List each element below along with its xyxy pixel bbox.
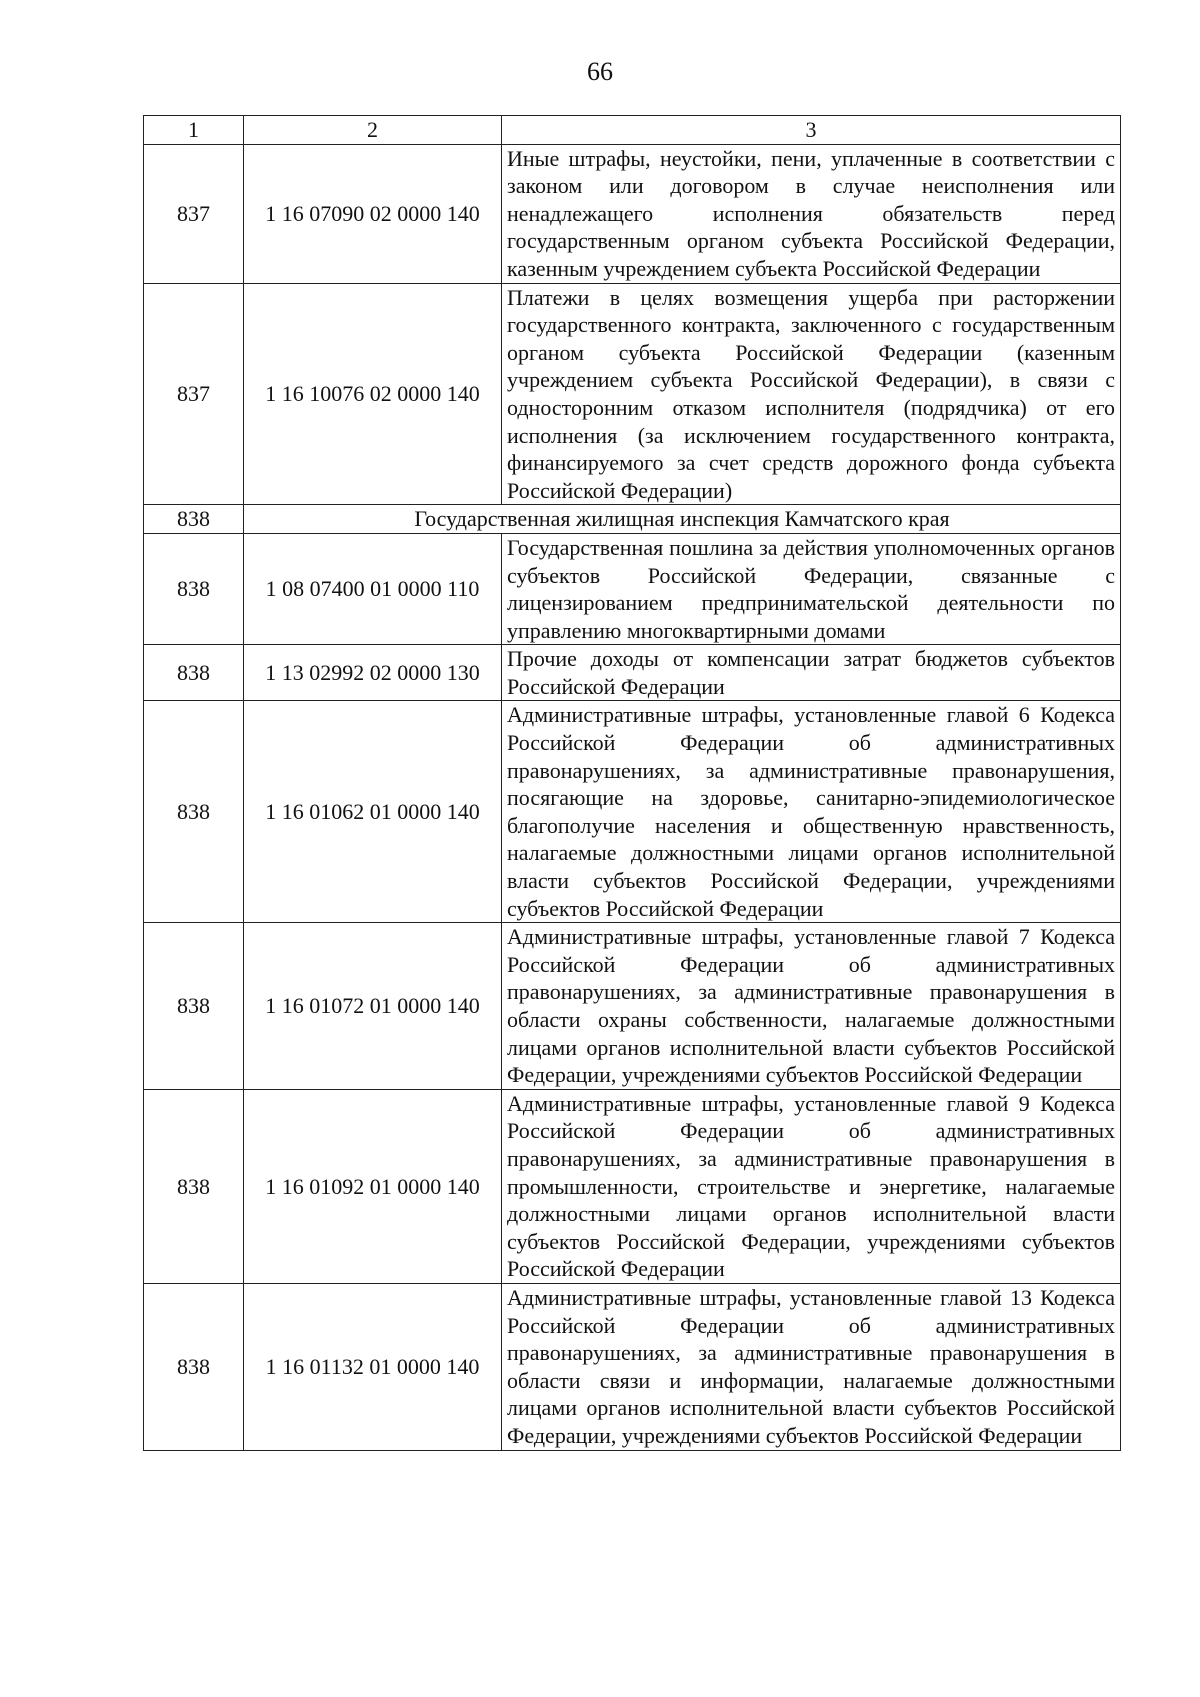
admin-code-cell: 838 [144, 533, 244, 644]
description-cell: Административные штрафы, установленные главой 13 Кодекса Российской Федерации об административных правонарушениях, за административные правонарушения в области связи и информации, налагаемые должностными лицами органов исполнительной власти субъектов Российской Федерации, учреждениями субъектов Российской Федерации [502, 1283, 1121, 1450]
revenue-code-cell: 1 16 01132 01 0000 140 [244, 1283, 502, 1450]
description-cell: Платежи в целях возмещения ущерба при расторжении государственного контракта, заключенного с государственным органом субъекта Российской Федерации (казенным учреждением субъекта Российской Федерации), в связи с односторонним отказом исполнителя (подрядчика) от его исполнения (за исключением государственного контракта, финансируемого за счет средств дорожного фонда субъекта Российской Федерации) [502, 283, 1121, 505]
revenue-codes-table [143, 115, 1121, 1451]
admin-code-cell: 837 [144, 144, 244, 283]
description-cell: Прочие доходы от компенсации затрат бюджетов субъектов Российской Федерации [502, 645, 1121, 701]
revenue-code-cell: 1 16 01072 01 0000 140 [244, 923, 502, 1090]
table-row [144, 283, 1121, 505]
admin-code-cell: 838 [144, 645, 244, 701]
revenue-code-cell: 1 16 07090 02 0000 140 [244, 144, 502, 283]
description-cell: Государственная пошлина за действия уполномоченных органов субъектов Российской Федерации, связанные с лицензированием предпринимательской деятельности по управлению многоквартирными домами [502, 533, 1121, 644]
column-header: 3 [502, 116, 1121, 145]
table-row [144, 1283, 1121, 1450]
revenue-code-cell: 1 16 01062 01 0000 140 [244, 701, 502, 923]
table-row [144, 533, 1121, 644]
description-cell: Административные штрафы, установленные главой 6 Кодекса Российской Федерации об административных правонарушениях, за административные правонарушения, посягающие на здоровье, санитарно-эпидемиологическое благополучие населения и общественную нравственность, налагаемые должностными лицами органов исполнительной власти субъектов Российской Федерации, учреждениями субъектов Российской Федерации [502, 701, 1121, 923]
table-row [144, 144, 1121, 283]
admin-code-cell: 838 [144, 923, 244, 1090]
admin-code-cell: 837 [144, 283, 244, 505]
section-admin-code: 838 [144, 505, 244, 534]
table-row [144, 923, 1121, 1090]
revenue-code-cell: 1 16 10076 02 0000 140 [244, 283, 502, 505]
admin-code-cell: 838 [144, 701, 244, 923]
description-cell: Иные штрафы, неустойки, пени, уплаченные в соответствии с законом или договором в случае неисполнения или ненадлежащего исполнения обязательств перед государственным органом субъекта Российской Федерации, казенным учреждением субъекта Российской Федерации [502, 144, 1121, 283]
section-title: Государственная жилищная инспекция Камчатского края [244, 505, 1121, 534]
revenue-code-cell: 1 13 02992 02 0000 130 [244, 645, 502, 701]
table-header-row [144, 116, 1121, 145]
column-header: 2 [244, 116, 502, 145]
table-row [144, 701, 1121, 923]
revenue-code-cell: 1 16 01092 01 0000 140 [244, 1089, 502, 1283]
section-row [144, 505, 1121, 534]
table-row [144, 1089, 1121, 1283]
column-header: 1 [144, 116, 244, 145]
page-number: 66 [587, 57, 613, 86]
admin-code-cell: 838 [144, 1089, 244, 1283]
description-cell: Административные штрафы, установленные главой 9 Кодекса Российской Федерации об административных правонарушениях, за административные правонарушения в промышленности, строительстве и энергетике, налагаемые должностными лицами органов исполнительной власти субъектов Российской Федерации, учреждениями субъектов Российской Федерации [502, 1089, 1121, 1283]
description-cell: Административные штрафы, установленные главой 7 Кодекса Российской Федерации об административных правонарушениях, за административные правонарушения в области охраны собственности, налагаемые должностными лицами органов исполнительной власти субъектов Российской Федерации, учреждениями субъектов Российской Федерации [502, 923, 1121, 1090]
admin-code-cell: 838 [144, 1283, 244, 1450]
table-row [144, 645, 1121, 701]
revenue-code-cell: 1 08 07400 01 0000 110 [244, 533, 502, 644]
